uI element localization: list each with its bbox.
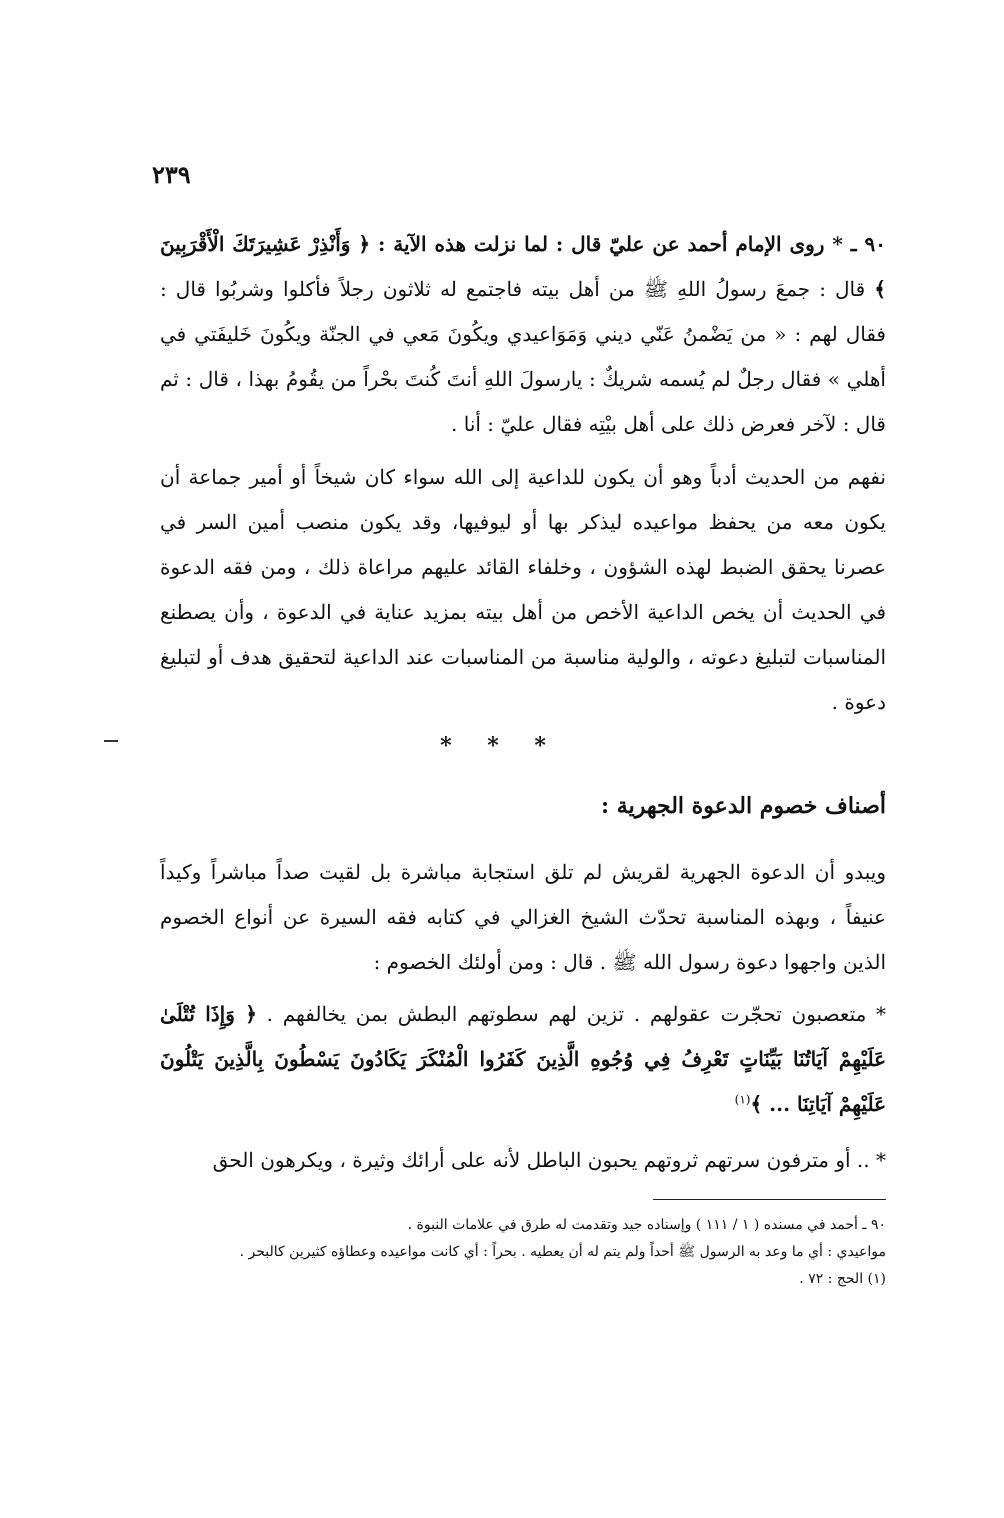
footnote-rule: [653, 1199, 886, 1200]
quran-verse: ﴿ وَإِذَا تُتْلَىٰ عَلَيْهِمْ آيَاتُنَا بَيِّنَاتٍ تَعْرِفُ فِي وُجُوهِ الَّذِينَ كَفَرُوا الْمُنْكَرَ يَكَادُونَ يَسْطُونَ بِالَّذِينَ يَتْلُونَ عَلَيْهِمْ آيَاتِنَا ... ﴾: [160, 1002, 886, 1116]
footnote-90: ٩٠ ـ أحمد في مسنده ( ١ / ١١١ ) وإسناده جيد وتقدمت له طرق في علامات النبوة .: [407, 1217, 886, 1233]
intro-paragraph: ويبدو أن الدعوة الجهرية لقريش لم تلق استجابة مباشرة بل لقيت صداً مباشراً وكيداً عنيفاً ، وبهذه المناسبة تحدّث الشيخ الغزالي في كتابه فقه السيرة عن أنواع الخصوم الذين واجهوا دعوة رسول الله ﷺ . قال : ومن أولئك الخصوم :: [160, 860, 886, 974]
footnotes: [160, 1212, 886, 1293]
margin-mark: [104, 740, 118, 742]
commentary-paragraph: نفهم من الحديث أدباً وهو أن يكون للداعية إلى الله سواء كان شيخاً أو أمير جماعة أن يكون معه من يحفظ مواعيده ليذكر بها أو ليوفيها، وقد يكون منصب أمين السر في عصرنا يحقق الضبط لهذه الشؤون ، وخلفاء القائد عليهم مراعاة ذلك ، ومن فقه الدعوة في الحديث أن يخص الداعية الأخص من أهل بيته بمزيد عناية في الدعوة ، وأن يصطنع المناسبات لتبليغ دعوته ، والولية مناسبة من المناسبات عند الداعية لتحقيق هدف أو لتبليغ دعوة .: [160, 465, 887, 714]
hadith-intro: ٩٠ ـ * روى الإمام أحمد عن عليّ قال : لما نزلت هذه الآية : ﴿ وَأَنْذِرْ عَشِيرَتَكَ الْأَقْرَبِينَ ﴾: [160, 232, 887, 301]
opponents-intro: * متعصبون تحجّرت عقولهم . تزين لهم سطوتهم البطش بمن يخالفهم .: [266, 1002, 887, 1026]
footnote-mawaid: مواعيدي : أي ما وعد به الرسول ﷺ أحداً ولم يتم له أن يعطيه . بحراً : أي كانت مواعيده وعطاؤه كثيرين كالبحر .: [239, 1244, 886, 1260]
opponents-paragraph-2: * .. أو مترفون سرتهم ثروتهم يحبون الباطل لأنه على أرائك وثيرة ، ويكرهون الحق: [212, 1148, 886, 1172]
section-separator: * * *: [440, 733, 560, 759]
opponents-paragraph-1: [160, 992, 886, 1127]
hadith-body: قال : جمعَ رسولُ اللهِ ﷺ من أهل بيته فاجتمع له ثلاثون رجلاً فأكلوا وشربُوا قال : فقال لهم : « من يَضْمنُ عَنّي ديني وَمَوَاعيدي ويكُونَ مَعي في الجنّة ويكُونَ خَليفَتي في أهلي » فقال رجلٌ لم يُسمه شريكٌ : يارسولَ اللهِ أنتَ كُنتَ بحْراً من يقُومُ بهذا ، قال : ثم قال : لآخر فعرض ذلك على أهل بيْتِه فقال عليّ : أنا .: [160, 277, 886, 436]
footnote-1: (١) الحج : ٧٢ .: [799, 1271, 886, 1287]
page-number: ٢٣٩: [152, 160, 191, 189]
hadith-paragraph: [160, 222, 886, 447]
section-heading: أصناف خصوم الدعوة الجهرية :: [601, 793, 886, 819]
footnote-ref: (١): [734, 1092, 751, 1107]
